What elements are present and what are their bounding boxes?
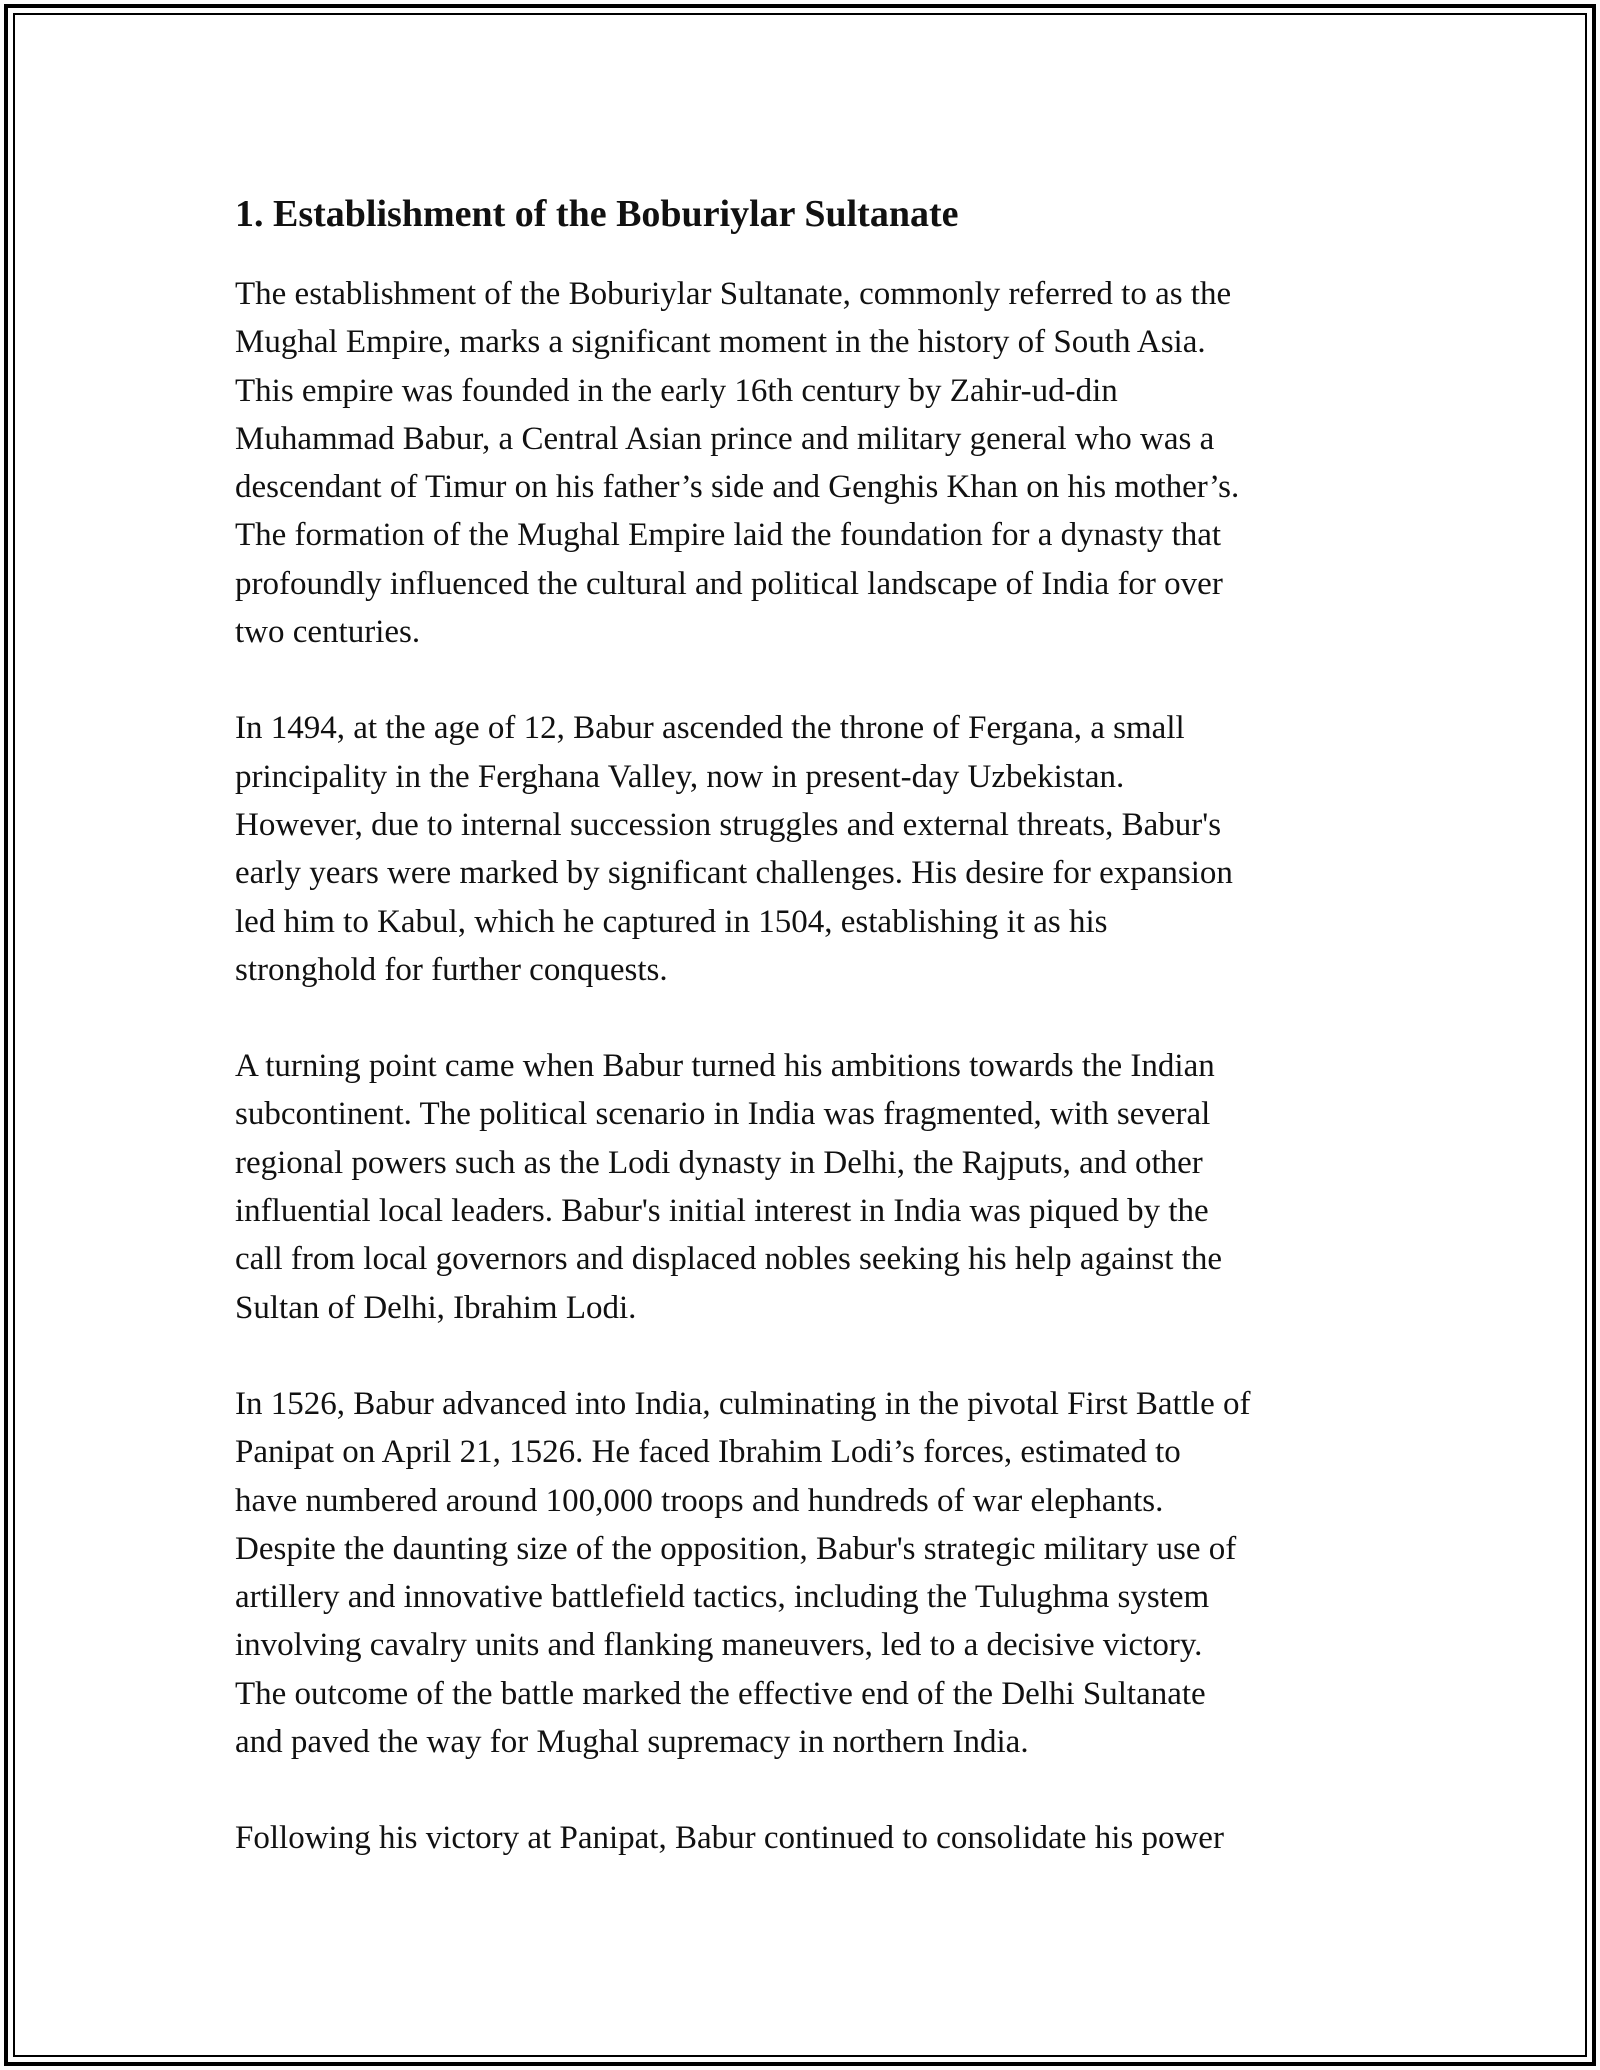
document-page: [235, 186, 1415, 1911]
paragraph-intro: The establishment of the Boburiylar Sultanate, commonly referred to as the Mughal Empire, marks a significant moment in the history of South Asia. This empire was founded in the early 16th century by Zahir-ud-din Muhammad Babur, a Central Asian prince and military general who was a descendant of Timur on his father’s side and Genghis Khan on his mother’s. The formation of the Mughal Empire laid the foundation for a dynasty that profoundly influenced the cultural and political landscape of India for over two centuries.: [235, 276, 1240, 651]
paragraph-india-ambitions: A turning point came when Babur turned his ambitions towards the Indian subcontinent. The political scenario in India was fragmented, with several regional powers such as the Lodi dynasty in Delhi, the Rajputs, and other influential local leaders. Babur's initial interest in India was piqued by the call from local governors and displaced nobles seeking his help against the Sultan of Delhi, Ibrahim Lodi.: [235, 1048, 1222, 1326]
section-heading: 1. Establishment of the Boburiylar Sultanate: [235, 193, 959, 235]
paragraph-panipat-battle: In 1526, Babur advanced into India, culminating in the pivotal First Battle of Panipat on April 21, 1526. He faced Ibrahim Lodi’s forces, estimated to have numbered around 100,000 troops and hundreds of war elephants. Despite the daunting size of the opposition, Babur's strategic military use of artillery and innovative battlefield tactics, including the Tulughma system involving cavalry units and flanking maneuvers, led to a decisive victory. The outcome of the battle marked the effective end of the Delhi Sultanate and paved the way for Mughal supremacy in northern India.: [235, 1385, 1251, 1761]
paragraph-fergana-kabul: In 1494, at the age of 12, Babur ascended the throne of Fergana, a small principality in the Ferghana Valley, now in present-day Uzbekistan. However, due to internal succession struggles and external threats, Babur's early years were marked by significant challenges. His desire for expansion led him to Kabul, which he captured in 1504, establishing it as his stronghold for further conquests.: [235, 710, 1233, 988]
paragraph-consolidation: Following his victory at Panipat, Babur continued to consolidate his power: [235, 1820, 1224, 1857]
